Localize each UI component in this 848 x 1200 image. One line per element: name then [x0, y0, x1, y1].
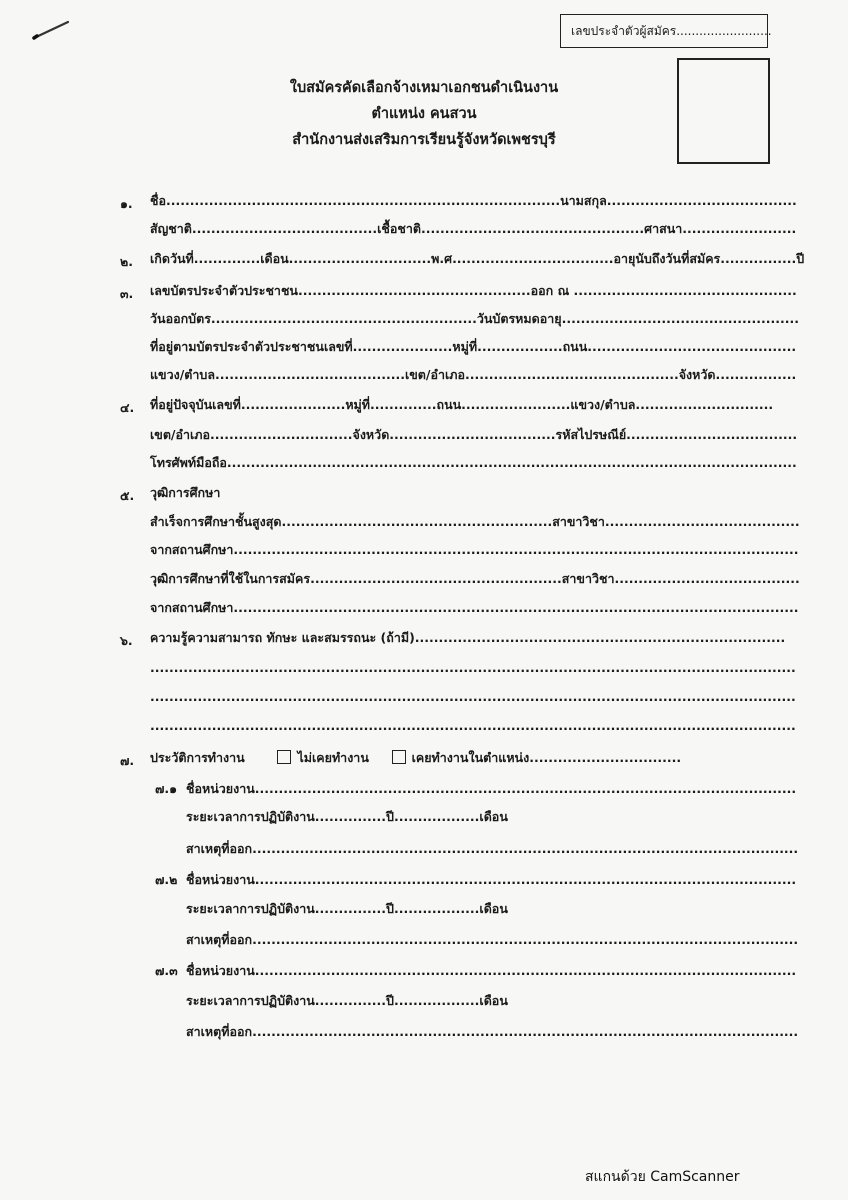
work-3-reason-field[interactable]: สาเหตุที่ออก...................................................................................................................: [186, 1024, 799, 1039]
work-history-label: ประวัติการทำงาน: [150, 750, 245, 765]
skills-line-4[interactable]: ........................................................................................................................................: [150, 718, 796, 733]
section-number-7: ๗.: [120, 753, 135, 768]
section-number-3: ๓.: [120, 286, 134, 301]
highest-education-field[interactable]: สำเร็จการศึกษาชั้นสูงสุด.........................................................สาขาวิชา.........................................: [150, 514, 800, 529]
registered-address-field[interactable]: ที่อยู่ตามบัตรประจำตัวประชาชนเลขที่.....................หมู่ที่..................ถนน............................................: [150, 339, 797, 354]
section-number-1: ๑.: [120, 196, 133, 211]
id-card-dates-field[interactable]: วันออกบัตร........................................................วันบัตรหมดอายุ..................................................: [150, 311, 800, 326]
institution-field-2[interactable]: จากสถานศึกษา.......................................................................................................................: [150, 600, 799, 615]
work-history-row: [150, 750, 681, 766]
applied-education-field[interactable]: วุฒิการศึกษาที่ใช้ในการสมัคร.....................................................สาขาวิชา.......................................: [150, 571, 800, 586]
section-number-2: ๒.: [120, 254, 133, 269]
institution-field-1[interactable]: จากสถานศึกษา.......................................................................................................................: [150, 542, 799, 557]
work-2-reason-field[interactable]: สาเหตุที่ออก...................................................................................................................: [186, 932, 799, 947]
current-district-field[interactable]: เขต/อำเภอ..............................จังหวัด...................................รหัสไปรษณีย์....................................: [150, 427, 798, 442]
skills-field[interactable]: ความรู้ความสามารถ ทักษะ และสมรรถนะ (ถ้ามี)..............................................................................: [150, 630, 786, 645]
never-worked-label: ไม่เคยทำงาน: [297, 750, 369, 765]
applicant-number-box: เลขประจำตัวผู้สมัคร.........................: [560, 14, 768, 48]
skills-line-2[interactable]: ........................................................................................................................................: [150, 660, 796, 675]
registered-subdistrict-field[interactable]: แขวง/ตำบล........................................เขต/อำเภอ.............................................จังหวัด.................: [150, 367, 797, 382]
work-3-organization-field[interactable]: ชื่อหน่วยงาน..................................................................................................................: [186, 963, 797, 978]
pen-stroke-mark: [32, 18, 72, 42]
work-1-organization-field[interactable]: ชื่อหน่วยงาน..................................................................................................................: [186, 781, 797, 796]
work-entry-number-2: ๗.๒: [155, 872, 178, 887]
work-1-reason-field[interactable]: สาเหตุที่ออก...................................................................................................................: [186, 841, 799, 856]
birthdate-field[interactable]: เกิดวันที่..............เดือน..............................พ.ศ..................................อายุนับถึงวันที่สมัคร................ปี: [150, 251, 805, 266]
worked-in-position-label[interactable]: เคยทำงานในตำแหน่ง................................: [411, 750, 682, 765]
camscanner-watermark: สแกนด้วย CamScanner: [585, 1169, 740, 1185]
current-address-field[interactable]: ที่อยู่ปัจจุบันเลขที่......................หมู่ที่..............ถนน.......................แขวง/ตำบล.............................: [150, 397, 774, 412]
section-number-4: ๔.: [120, 400, 135, 415]
work-entry-number-3: ๗.๓: [155, 963, 178, 978]
work-1-period-field[interactable]: ระยะเวลาการปฏิบัติงาน...............ปี..................เดือน: [186, 809, 508, 824]
mobile-phone-field[interactable]: โทรศัพท์มือถือ........................................................................................................................: [150, 455, 797, 470]
position-title: ตำแหน่ง คนสวน: [371, 106, 477, 122]
section-number-5: ๕.: [120, 488, 135, 503]
name-field[interactable]: ชื่อ...................................................................................นามสกุล........................................: [150, 193, 797, 208]
never-worked-checkbox[interactable]: [277, 750, 291, 764]
worked-in-position-checkbox[interactable]: [392, 750, 406, 764]
office-title: สำนักงานส่งเสริมการเรียนรู้จังหวัดเพชรบุรี: [292, 132, 556, 148]
work-2-period-field[interactable]: ระยะเวลาการปฏิบัติงาน...............ปี..................เดือน: [186, 901, 508, 916]
work-2-organization-field[interactable]: ชื่อหน่วยงาน..................................................................................................................: [186, 872, 797, 887]
id-card-field[interactable]: เลขบัตรประจำตัวประชาชน.................................................ออก ณ ...............................................: [150, 283, 797, 298]
education-heading: วุฒิการศึกษา: [150, 485, 221, 500]
work-3-period-field[interactable]: ระยะเวลาการปฏิบัติงาน...............ปี..................เดือน: [186, 993, 508, 1008]
work-entry-number-1: ๗.๑: [155, 781, 178, 796]
form-title: ใบสมัครคัดเลือกจ้างเหมาเอกชนดำเนินงาน: [289, 80, 559, 96]
section-number-6: ๖.: [120, 633, 133, 648]
skills-line-3[interactable]: ........................................................................................................................................: [150, 689, 796, 704]
nationality-field[interactable]: สัญชาติ.......................................เชื้อชาติ...............................................ศาสนา........................: [150, 221, 797, 236]
